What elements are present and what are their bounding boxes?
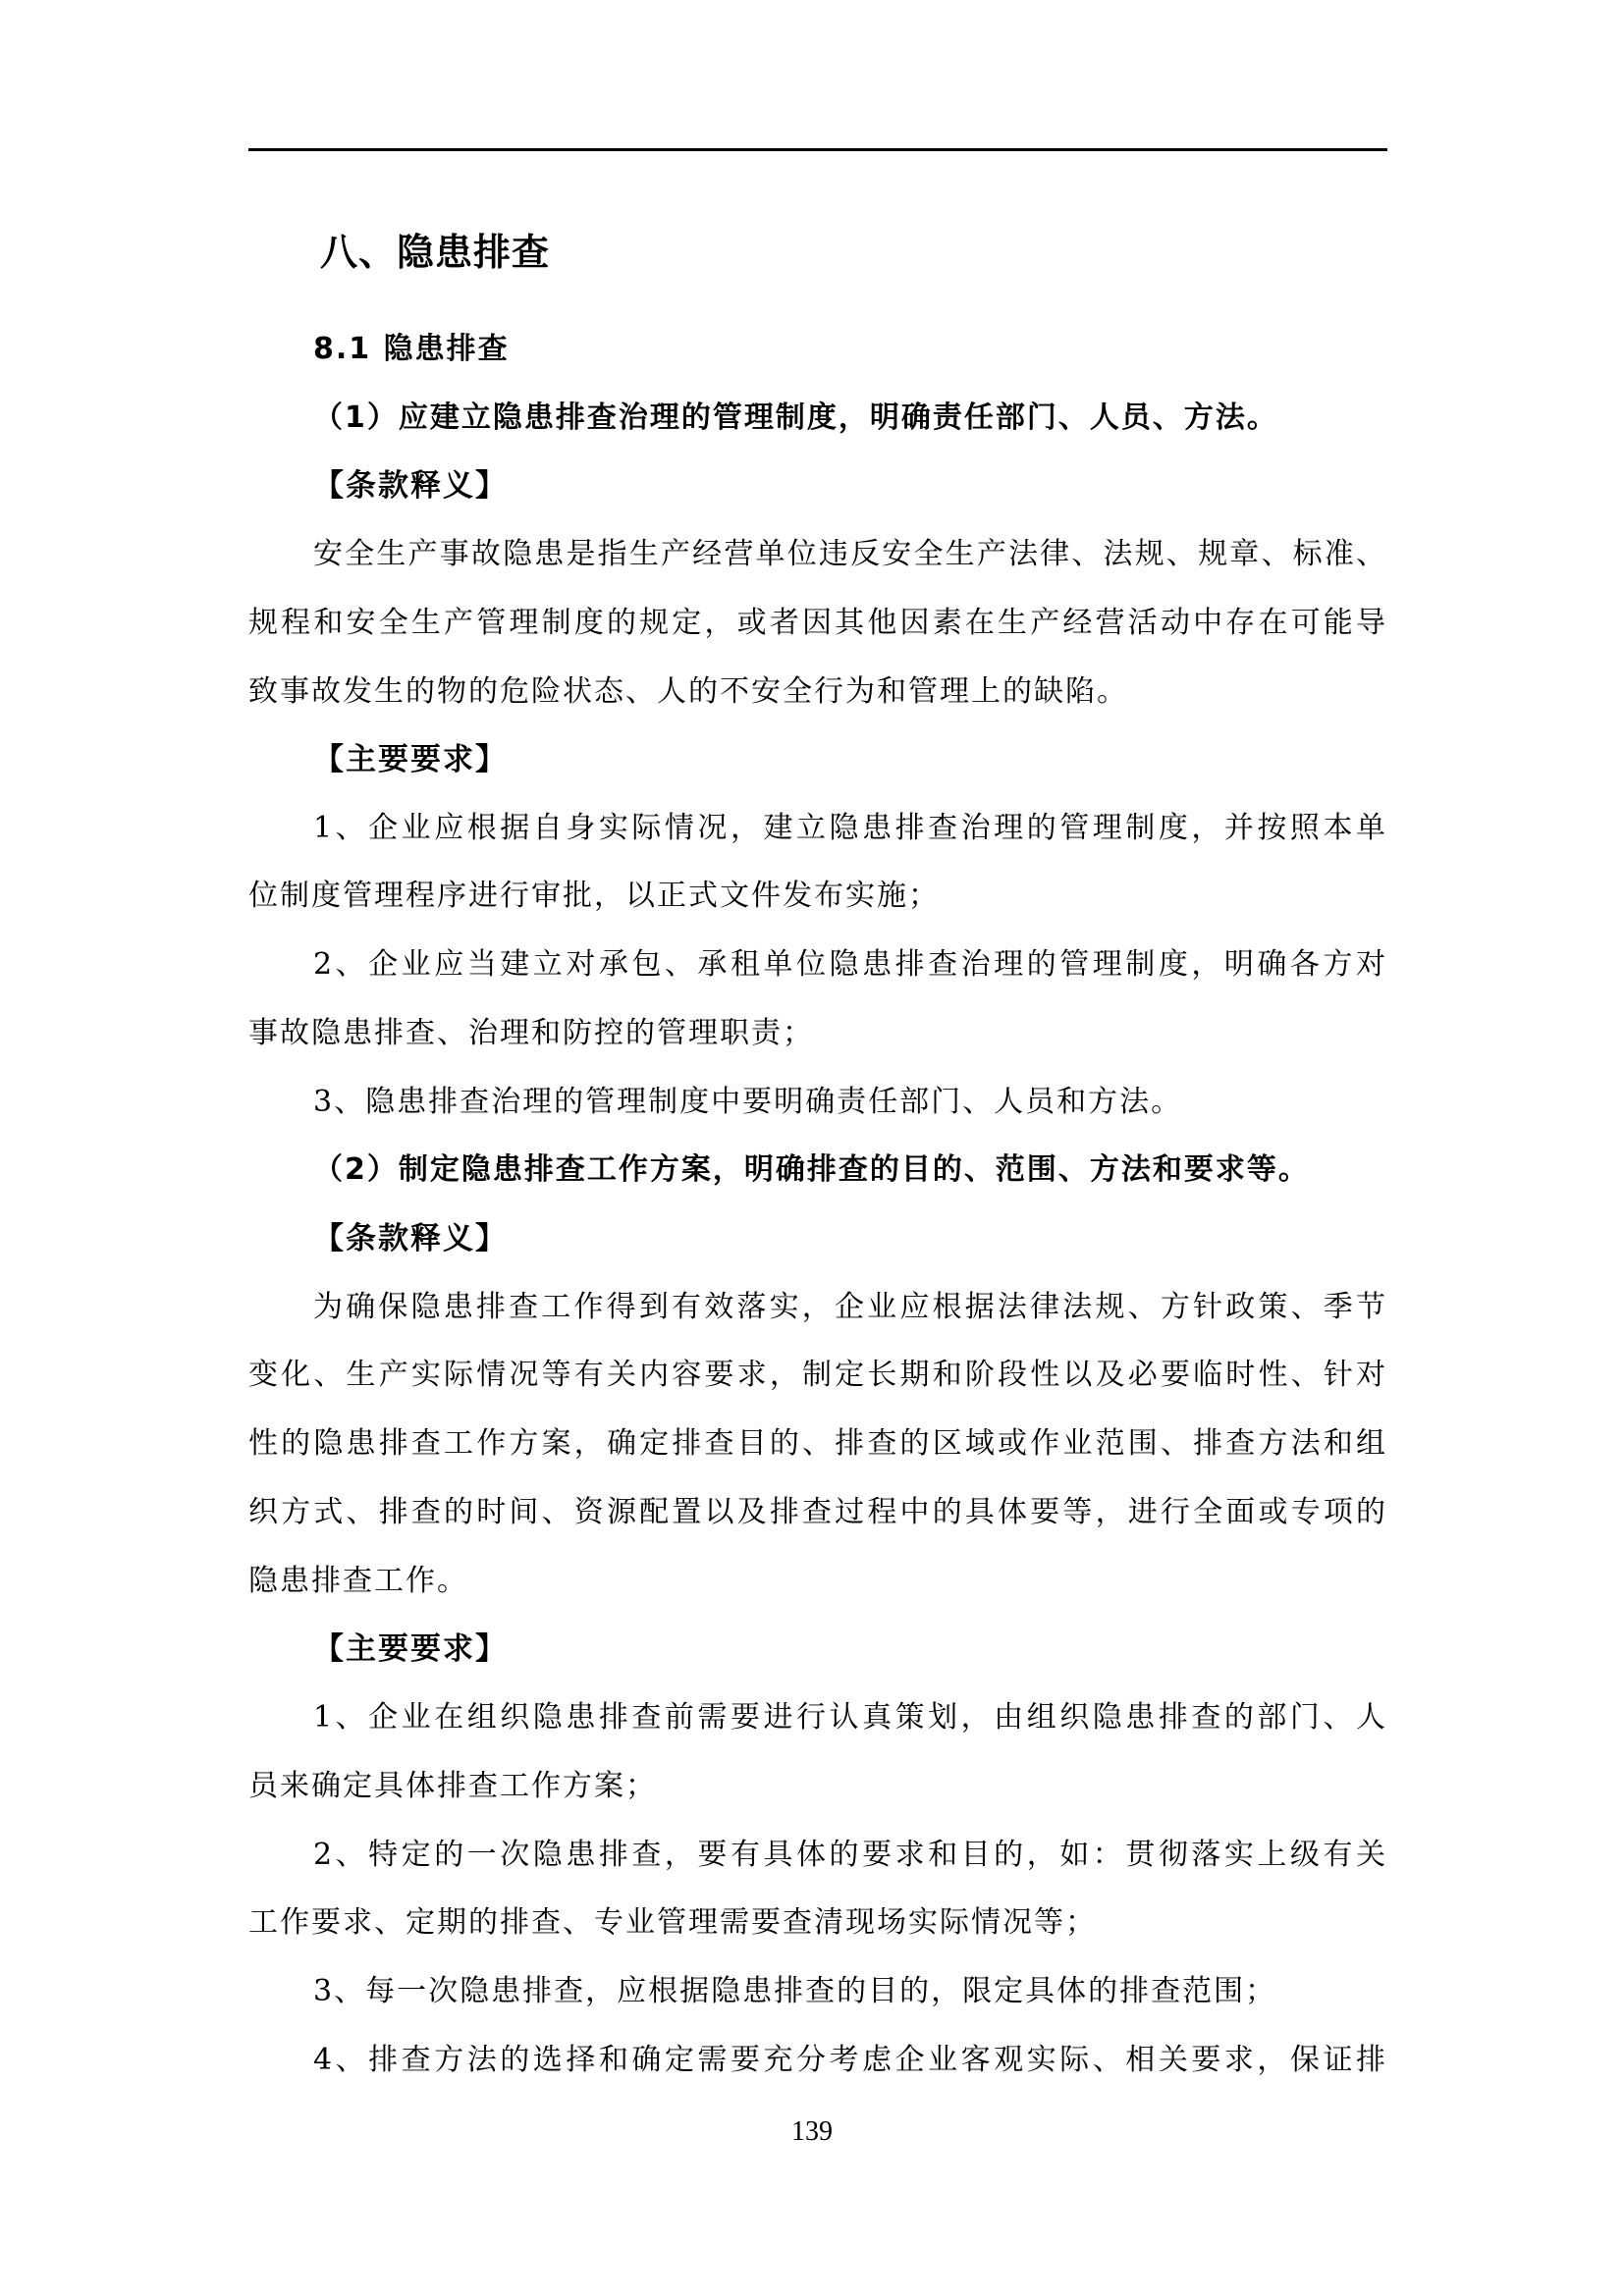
clause-1-interpretation-line-3: 致事故发生的物的危险状态、人的不安全行为和管理上的缺陷。 xyxy=(248,674,1128,709)
clause-2-interpretation-line-3: 性的隐患排查工作方案，确定排查目的、排查的区域或作业范围、排查方法和组 xyxy=(248,1426,1387,1461)
section-title: 8.1 隐患排查 xyxy=(313,332,510,366)
clause-2-requirement-line-5: 3、每一次隐患排查，应根据隐患排查的目的，限定具体的排查范围； xyxy=(313,1974,1277,2008)
header-rule xyxy=(248,148,1387,151)
clause-2-requirement-line-6: 4、排查方法的选择和确定需要充分考虑企业客观实际、相关要求，保证排 xyxy=(313,2043,1387,2077)
clause-1-requirement-line-5: 3、隐患排查治理的管理制度中要明确责任部门、人员和方法。 xyxy=(313,1085,1183,1119)
clause-2-interpretation-line-2: 变化、生产实际情况等有关内容要求，制定长期和阶段性以及必要临时性、针对 xyxy=(248,1358,1387,1392)
chapter-title: 八、隐患排查 xyxy=(320,231,551,274)
clause-1-requirement-line-4: 事故隐患排查、治理和防控的管理职责； xyxy=(248,1016,814,1050)
clause-2-requirement-line-3: 2、特定的一次隐患排查，要有具体的要求和目的，如：贯彻落实上级有关 xyxy=(313,1838,1387,1872)
clause-2-interpretation-line-1: 为确保隐患排查工作得到有效落实，企业应根据法律法规、方针政策、季节 xyxy=(313,1290,1387,1324)
clause-1-requirements-label: 【主要要求】 xyxy=(313,742,508,777)
clause-1-requirement-line-3: 2、企业应当建立对承包、承租单位隐患排查治理的管理制度，明确各方对 xyxy=(313,947,1387,982)
clause-1-interpretation-line-2: 规程和安全生产管理制度的规定，或者因其他因素在生产经营活动中存在可能导 xyxy=(248,606,1387,640)
clause-1-interpretation-label: 【条款释义】 xyxy=(313,468,508,504)
clause-2-requirement-line-4: 工作要求、定期的排查、专业管理需要查清现场实际情况等； xyxy=(248,1905,1097,1940)
page-number: 139 xyxy=(791,2116,833,2147)
clause-2-requirement-line-1: 1、企业在组织隐患排查前需要进行认真策划，由组织隐患排查的部门、人 xyxy=(313,1700,1387,1735)
clause-2-interpretation-line-4: 织方式、排查的时间、资源配置以及排查过程中的具体要等，进行全面或专项的 xyxy=(248,1495,1387,1529)
clause-1-requirement-line-1: 1、企业应根据自身实际情况，建立隐患排查治理的管理制度，并按照本单 xyxy=(313,811,1387,845)
clause-2-interpretation-label: 【条款释义】 xyxy=(313,1221,508,1256)
clause-2-requirements-label: 【主要要求】 xyxy=(313,1631,508,1667)
clause-2-heading: （2）制定隐患排查工作方案，明确排查的目的、范围、方法和要求等。 xyxy=(313,1152,1310,1187)
clause-2-interpretation-line-5: 隐患排查工作。 xyxy=(248,1564,468,1598)
clause-1-interpretation-line-1: 安全生产事故隐患是指生产经营单位违反安全生产法律、法规、规章、标准、 xyxy=(313,537,1387,571)
clause-1-requirement-line-2: 位制度管理程序进行审批，以正式文件发布实施； xyxy=(248,879,940,913)
clause-1-heading: （1）应建立隐患排查治理的管理制度，明确责任部门、人员、方法。 xyxy=(313,400,1278,435)
clause-2-requirement-line-2: 员来确定具体排查工作方案； xyxy=(248,1769,657,1803)
